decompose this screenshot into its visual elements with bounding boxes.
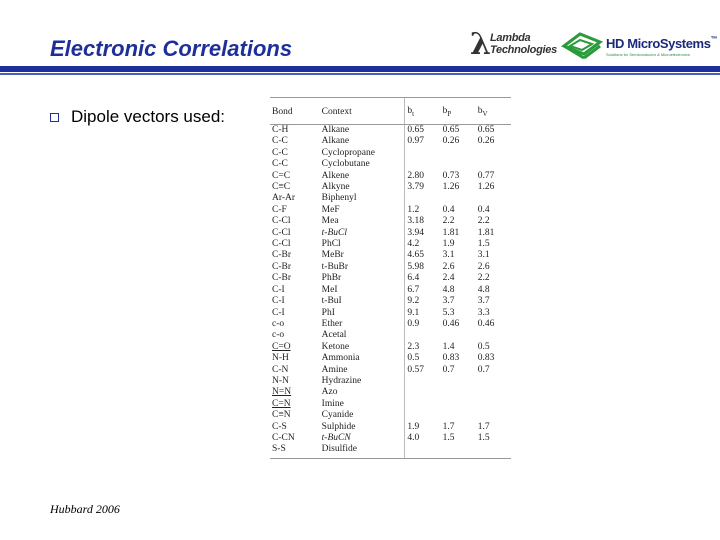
cell-bp xyxy=(441,159,476,170)
cell-bv: 0.46 xyxy=(477,318,495,329)
table-row xyxy=(270,365,511,376)
cell-bt xyxy=(405,444,441,458)
cell-bv: 0.26 xyxy=(477,136,495,147)
cell-context: MeI xyxy=(321,284,338,295)
cell-bt: 0.97 xyxy=(405,136,441,147)
table-header-row xyxy=(270,98,511,125)
table-row xyxy=(270,376,511,387)
cell-bv: 0.77 xyxy=(477,170,495,181)
cell-context: Disulfide xyxy=(320,444,405,458)
cell-bt: 3.18 xyxy=(405,216,441,227)
cell-bp: 1.7 xyxy=(442,421,455,432)
cell-bt: 6.7 xyxy=(405,285,441,296)
cell-bp: 3.7 xyxy=(442,296,455,307)
cell-bp: 1.26 xyxy=(442,182,460,193)
table-row xyxy=(270,433,511,444)
table-row xyxy=(270,387,511,398)
cell-bond: C-S xyxy=(272,421,287,432)
cell-context: Imine xyxy=(321,398,344,409)
cell-bv: 3.1 xyxy=(477,250,490,261)
cell-bv: 4.8 xyxy=(477,284,490,295)
cell-bp: 0.4 xyxy=(442,204,455,215)
cell-bt: 0.5 xyxy=(405,353,441,364)
cell-context: Acetal xyxy=(321,330,347,341)
cell-bv: 0.83 xyxy=(477,353,495,364)
cell-bond: C-Cl xyxy=(272,227,291,238)
table-row xyxy=(270,171,511,182)
cell-bond: C-I xyxy=(272,284,285,295)
cell-bp: 1.4 xyxy=(442,341,455,352)
cell-bond: C≡C xyxy=(272,182,291,193)
cell-bond: C-I xyxy=(272,307,285,318)
cell-bv: 1.5 xyxy=(477,432,490,443)
cell-bv xyxy=(476,159,511,170)
hd-logo-name: HD MicroSystems™ xyxy=(606,36,718,51)
title-rule xyxy=(0,66,720,72)
title-rule-lower xyxy=(0,73,720,75)
cell-context: t-BuCN xyxy=(321,432,351,443)
cell-bond: N=N xyxy=(272,387,292,398)
cell-bp xyxy=(441,148,476,159)
cell-context: Alkyne xyxy=(321,182,350,193)
cell-bond: C-Cl xyxy=(272,239,291,250)
cell-context: Mea xyxy=(321,216,339,227)
hd-logo-tagline: Solutions for Semiconductor & Microelectronics xyxy=(606,52,690,57)
cell-bp xyxy=(441,444,476,458)
cell-bt xyxy=(405,410,441,421)
cell-bond: N-N xyxy=(272,375,289,386)
cell-bv xyxy=(476,376,511,387)
cell-bv: 2.6 xyxy=(477,261,490,272)
cell-bt: 9.1 xyxy=(405,308,441,319)
table-row xyxy=(270,159,511,170)
cell-bv: 2.2 xyxy=(477,273,490,284)
cell-bt xyxy=(405,148,441,159)
cell-bond: C-CN xyxy=(272,432,295,443)
cell-bt: 1.9 xyxy=(405,422,441,433)
cell-bt: 0.9 xyxy=(405,319,441,330)
cell-context: PhI xyxy=(321,307,335,318)
cell-bond: C-Br xyxy=(272,273,291,284)
table-row xyxy=(270,125,511,137)
cell-bv xyxy=(476,444,511,458)
table-row xyxy=(270,205,511,216)
cell-bond: C-Cl xyxy=(272,216,291,227)
header-bp: $b_P$ xyxy=(441,98,476,125)
slide-title: Electronic Correlations xyxy=(50,36,293,61)
cell-context: Ketone xyxy=(321,341,350,352)
cell-bond: N-H xyxy=(272,353,289,364)
cell-bv: 1.7 xyxy=(477,421,490,432)
cell-bond: c-o xyxy=(272,318,285,329)
cell-bp: 0.26 xyxy=(442,136,460,147)
cell-context: Biphenyl xyxy=(321,193,357,204)
cell-bond: c-o xyxy=(272,330,285,341)
cell-bond: C-C xyxy=(272,159,288,170)
table-row xyxy=(270,422,511,433)
table-row xyxy=(270,319,511,330)
cell-bt: 4.2 xyxy=(405,239,441,250)
header-bv: $b_V$ xyxy=(476,98,511,125)
cell-context: Azo xyxy=(321,387,338,398)
cell-context: Cyclobutane xyxy=(321,159,370,170)
checkbox-bullet-icon xyxy=(50,113,59,122)
cell-bt xyxy=(405,376,441,387)
cell-bp xyxy=(441,387,476,398)
cell-bond: C-N xyxy=(272,364,289,375)
cell-context: Cyclopropane xyxy=(321,147,375,158)
cell-bp: 1.9 xyxy=(442,239,455,250)
cell-bt: 6.4 xyxy=(405,273,441,284)
table-row xyxy=(270,353,511,364)
cell-bp: 1.5 xyxy=(442,432,455,443)
table-row xyxy=(270,273,511,284)
cell-bv: 3.7 xyxy=(477,296,490,307)
bullet-item xyxy=(50,107,225,127)
cell-bt xyxy=(405,399,441,410)
cell-bp: 1.81 xyxy=(442,227,460,238)
dipole-table-container xyxy=(270,97,511,459)
cell-bond: C=C xyxy=(272,170,291,181)
cell-bond: C-C xyxy=(272,147,288,158)
cell-bp xyxy=(441,376,476,387)
cell-bp: 5.3 xyxy=(442,307,455,318)
cell-bv: 1.26 xyxy=(477,182,495,193)
cell-context: PhCl xyxy=(321,239,341,250)
header-context: Context xyxy=(320,98,405,125)
header-bt: $b_t$ xyxy=(405,98,441,125)
table-row xyxy=(270,285,511,296)
cell-bond: Ar-Ar xyxy=(272,193,296,204)
cell-bp: 4.8 xyxy=(442,284,455,295)
cell-bv: 1.81 xyxy=(477,227,495,238)
table-row xyxy=(270,410,511,421)
cell-bp xyxy=(441,193,476,204)
citation-footer: Hubbard 2006 xyxy=(50,502,120,516)
lambda-logo-line1: Lambda xyxy=(490,32,531,44)
table-row xyxy=(270,193,511,204)
cell-bp xyxy=(441,410,476,421)
table-row xyxy=(270,216,511,227)
cell-bp: 2.2 xyxy=(442,216,455,227)
cell-bp: 2.6 xyxy=(442,261,455,272)
header-bond: Bond xyxy=(270,98,320,125)
cell-bp xyxy=(441,399,476,410)
cell-bp: 2.4 xyxy=(442,273,455,284)
cell-context: PhBr xyxy=(321,273,342,284)
bullet-text: Dipole vectors used: xyxy=(71,107,226,126)
cell-bv: 0.4 xyxy=(477,204,490,215)
cell-bt xyxy=(405,159,441,170)
cell-context: Hydrazine xyxy=(321,375,362,386)
cell-context: Amine xyxy=(321,364,348,375)
cell-context: t-BuCl xyxy=(321,227,347,238)
cell-bv xyxy=(476,399,511,410)
table-row xyxy=(270,444,511,458)
cell-bp xyxy=(441,330,476,341)
table-row xyxy=(270,330,511,341)
table-row xyxy=(270,239,511,250)
cell-bond: C-H xyxy=(272,125,289,135)
cell-bv: 0.65 xyxy=(477,125,495,135)
cell-bv: 2.2 xyxy=(477,216,490,227)
lambda-glyph: λ xyxy=(470,27,492,62)
cell-bt: 5.98 xyxy=(405,262,441,273)
cell-bv: 1.5 xyxy=(477,239,490,250)
cell-bv xyxy=(476,148,511,159)
cell-bond: S-S xyxy=(270,444,320,458)
cell-context: Cyanide xyxy=(321,410,354,421)
cell-bt xyxy=(405,330,441,341)
cell-bond: C≡N xyxy=(272,410,291,421)
cell-bt: 0.57 xyxy=(405,365,441,376)
lambda-logo-line2: Technologies xyxy=(490,44,557,56)
cell-bp: 0.65 xyxy=(442,125,460,135)
cell-bond: C-Br xyxy=(272,261,291,272)
cell-bt: 4.0 xyxy=(405,433,441,444)
cell-bond: C=O xyxy=(272,341,291,352)
cell-bv xyxy=(476,387,511,398)
cell-context: MeF xyxy=(321,204,340,215)
cell-bp: 3.1 xyxy=(442,250,455,261)
cell-bv: 3.3 xyxy=(477,307,490,318)
cell-bt: 9.2 xyxy=(405,296,441,307)
cell-context: Sulphide xyxy=(321,421,356,432)
cell-context: t-BuBr xyxy=(321,261,349,272)
table-row xyxy=(270,148,511,159)
cell-bt: 3.79 xyxy=(405,182,441,193)
table-row xyxy=(270,228,511,239)
cell-bt: 2.80 xyxy=(405,171,441,182)
table-row xyxy=(270,342,511,353)
table-row xyxy=(270,250,511,261)
lambda-logo-text xyxy=(490,32,557,56)
cell-context: MeBr xyxy=(321,250,344,261)
cell-bv xyxy=(476,330,511,341)
cell-bt: 3.94 xyxy=(405,228,441,239)
hd-microsystems-logo xyxy=(560,30,718,64)
cell-bond: C-F xyxy=(272,204,287,215)
cell-context: Ammonia xyxy=(321,353,360,364)
cell-bv xyxy=(476,410,511,421)
cell-bp: 0.7 xyxy=(442,364,455,375)
table-row xyxy=(270,136,511,147)
cell-bond: C=N xyxy=(272,398,291,409)
table-row xyxy=(270,399,511,410)
cell-bt xyxy=(405,387,441,398)
cell-bond: C-C xyxy=(272,136,288,147)
cell-bt: 2.3 xyxy=(405,342,441,353)
cell-bond: C-Br xyxy=(272,250,291,261)
table-row xyxy=(270,296,511,307)
cell-bv: 0.7 xyxy=(477,364,490,375)
cell-context: Alkane xyxy=(321,125,350,135)
table-row xyxy=(270,182,511,193)
cell-context: Ether xyxy=(321,318,343,329)
lambda-technologies-logo xyxy=(470,27,557,62)
cell-context: Alkene xyxy=(321,170,350,181)
cell-bond: C-I xyxy=(272,296,285,307)
cell-bp: 0.83 xyxy=(442,353,460,364)
dipole-vectors-table xyxy=(270,97,511,459)
cell-bt xyxy=(405,193,441,204)
cell-bp: 0.73 xyxy=(442,170,460,181)
cell-bt: 0.65 xyxy=(405,125,441,137)
table-row xyxy=(270,262,511,273)
cell-context: t-BuI xyxy=(321,296,342,307)
table-body xyxy=(270,125,511,459)
hd-logo-mark-icon xyxy=(560,30,604,62)
cell-bv xyxy=(476,193,511,204)
cell-bp: 0.46 xyxy=(442,318,460,329)
cell-bt: 4.65 xyxy=(405,250,441,261)
table-row xyxy=(270,308,511,319)
cell-bv: 0.5 xyxy=(477,341,490,352)
cell-bt: 1.2 xyxy=(405,205,441,216)
cell-context: Alkane xyxy=(321,136,350,147)
